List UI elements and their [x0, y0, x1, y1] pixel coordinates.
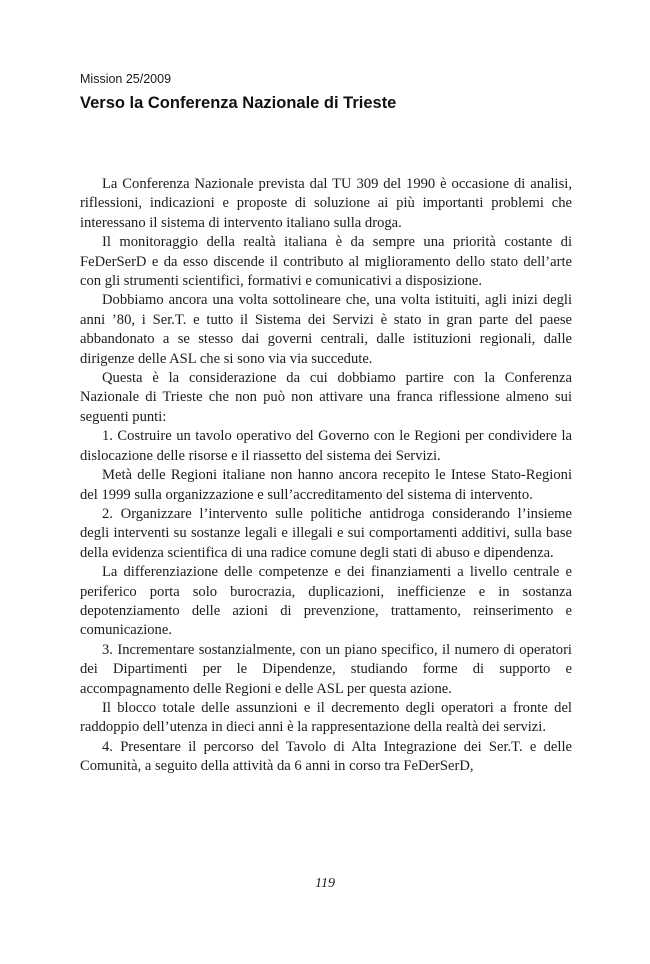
- paragraph: 3. Incrementare sostanzialmente, con un piano specifico, il numero di operatori dei Dipartimenti per le Dipendenze, studiando forme di supporto e accompagnamento delle Regioni e delle ASL per questa azione.: [80, 641, 572, 697]
- paragraph: Dobbiamo ancora una volta sottolineare che, una volta istituiti, agli inizi degli anni ’80, i Ser.T. e tutto il Sistema dei Servizi è stato in gran parte del paese abbandonato a se stesso dai governi centrali, dalle istituzioni regionali, dalle dirigenze delle ASL che si sono via via succedute.: [80, 292, 572, 367]
- paragraph: Questa è la considerazione da cui dobbiamo partire con la Conferenza Nazionale di Trieste che non può non attivare una franca riflessione almeno sui seguenti punti:: [80, 370, 572, 425]
- paragraph: La differenziazione delle competenze e dei finanziamenti a livello centrale e periferico porta solo burocrazia, duplicazioni, inefficienze e in sostanza depotenziamento delle azioni di prevenzione, trattamento, reinserimento e comunicazione.: [80, 564, 572, 639]
- paragraph: 1. Costruire un tavolo operativo del Governo con le Regioni per condividere la dislocazione delle risorse e il riassetto del sistema dei Servizi.: [80, 428, 572, 464]
- paragraph: 4. Presentare il percorso del Tavolo di Alta Integrazione dei Ser.T. e delle Comunità, a seguito della attività da 6 anni in corso tra FeDerSerD,: [80, 738, 572, 775]
- paragraph: 2. Organizzare l’intervento sulle politiche antidroga considerando l’insieme degli interventi su sostanze legali e illegali e sui comportamenti additivi, sulla base della evidenza scientifica di una radice comune degli stati di abuso e dipendenza.: [80, 505, 572, 561]
- paragraph: Il blocco totale delle assunzioni e il decremento degli operatori a fronte del raddoppio dell’utenza in dieci anni è la rappresentazione della realtà dei servizi.: [80, 699, 572, 736]
- page-number: 119: [315, 876, 335, 891]
- paragraph: Metà delle Regioni italiane non hanno ancora recepito le Intese Stato-Regioni del 1999 sulla organizzazione e sull’accreditamento del sistema di intervento.: [80, 467, 572, 503]
- chapter-title: Verso la Conferenza Nazionale di Trieste: [80, 94, 397, 112]
- body-text: [80, 175, 572, 777]
- paragraph: Il monitoraggio della realtà italiana è da sempre una priorità costante di FeDerSerD e da esso discende il contributo al miglioramento dello stato dell’arte con gli strumenti scientifici, formativi e comunicativi a disposizione.: [80, 234, 572, 290]
- paragraph: La Conferenza Nazionale prevista dal TU 309 del 1990 è occasione di analisi, riflessioni, indicazioni e proposte di soluzione ai più importanti problemi che interessano il sistema di intervento italiano sulla droga.: [80, 176, 572, 231]
- running-head: Mission 25/2009: [80, 72, 172, 86]
